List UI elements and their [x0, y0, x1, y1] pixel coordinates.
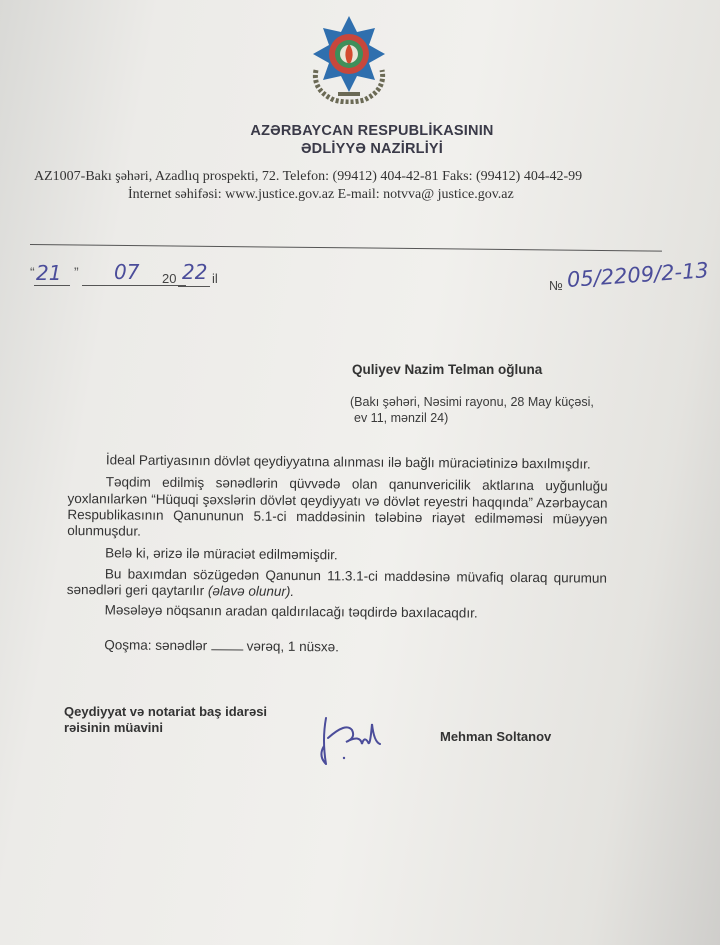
- signer-title: [64, 704, 267, 736]
- date-quote-open: “: [30, 264, 35, 280]
- attachment-prefix: Qoşma: sənədlər: [104, 636, 208, 653]
- signer-title-line-1: Qeydiyyat və notariat baş idarəsi: [64, 704, 268, 719]
- contact-web-line: İnternet səhifəsi: www.justice.gov.az E-mail: notvva@ justice.gov.az: [128, 187, 514, 202]
- header-divider: [30, 244, 662, 252]
- date-month: 07: [114, 260, 140, 284]
- ministry-header: [222, 122, 522, 158]
- date-quote-close: ”: [74, 264, 79, 280]
- date-day: 21: [36, 261, 62, 285]
- recipient-address: [350, 394, 620, 426]
- contact-address-line: AZ1007-Bakı şəhəri, Azadlıq prospekti, 72. Telefon: (99412) 404-42-81 Faks: (99412) 404-42-99: [34, 169, 583, 184]
- attachment-line: [66, 637, 606, 658]
- body-paragraph-4: [67, 566, 607, 603]
- document-number-value: 05/2209/2-13: [566, 258, 710, 292]
- ministry-line-2: ƏDLİYYƏ NAZİRLİYİ: [300, 141, 444, 157]
- body-paragraph-4-main: Bu baxımdan sözügedən Qanunun 11.3.1-ci maddəsinə müvafiq olaraq qurumun sənədləri geri qaytarılır: [66, 566, 607, 599]
- state-emblem-icon: [306, 12, 392, 104]
- address-line-2: ev 11, mənzil 24): [354, 411, 449, 425]
- address-line-1: (Bakı şəhəri, Nəsimi rayonu, 28 May küçəsi,: [350, 395, 594, 409]
- handwritten-signature: [316, 712, 386, 768]
- date-suffix: il: [212, 271, 218, 286]
- recipient-name: Quliyev Nazim Telman oğluna: [352, 362, 543, 377]
- body-paragraph-1: İdeal Partiyasının dövlət qeydiyyatına alınması ilə bağlı müraciətinizə baxılmışdır.: [105, 452, 591, 472]
- date-day-underline: [34, 285, 70, 286]
- document-number: [549, 258, 720, 308]
- letter-date: [30, 262, 350, 292]
- document-number-label: №: [549, 278, 563, 293]
- date-year-prefix: 20: [162, 271, 177, 286]
- date-year-underline: [178, 286, 210, 287]
- body-paragraph-5: Məsələyə nöqsanın aradan qaldırılacağı təqdirdə baxılacaqdır.: [104, 602, 478, 621]
- body-paragraph-3: Belə ki, ərizə ilə müraciət edilməmişdir.: [105, 545, 338, 563]
- letter-body: [66, 452, 608, 658]
- attachment-blank: [211, 639, 243, 650]
- body-paragraph-2: Təqdim edilmiş sənədlərin qüvvədə olan qanunvericilik aktlarına uyğunluğu yoxlanılarkən “Hüquqi şəxslərin dövlət qeydiyyatı və dövlət reyestri haqqında” Azərbaycan Respublikasının Qanununun 5.1-ci maddəsinin tələbinə riayət edilməməsi müəyyən olunmuşdur.: [67, 474, 608, 539]
- signer-title-line-2: rəisinin müavini: [64, 720, 163, 735]
- signer-name: Mehman Soltanov: [440, 729, 552, 744]
- body-paragraph-4-note: (əlavə olunur).: [207, 583, 295, 600]
- date-year-hand: 22: [182, 260, 208, 284]
- ministry-line-1: AZƏRBAYCAN RESPUBLİKASININ: [250, 123, 494, 139]
- attachment-suffix: vərəq, 1 nüsxə.: [246, 638, 340, 655]
- contact-block: [30, 168, 690, 204]
